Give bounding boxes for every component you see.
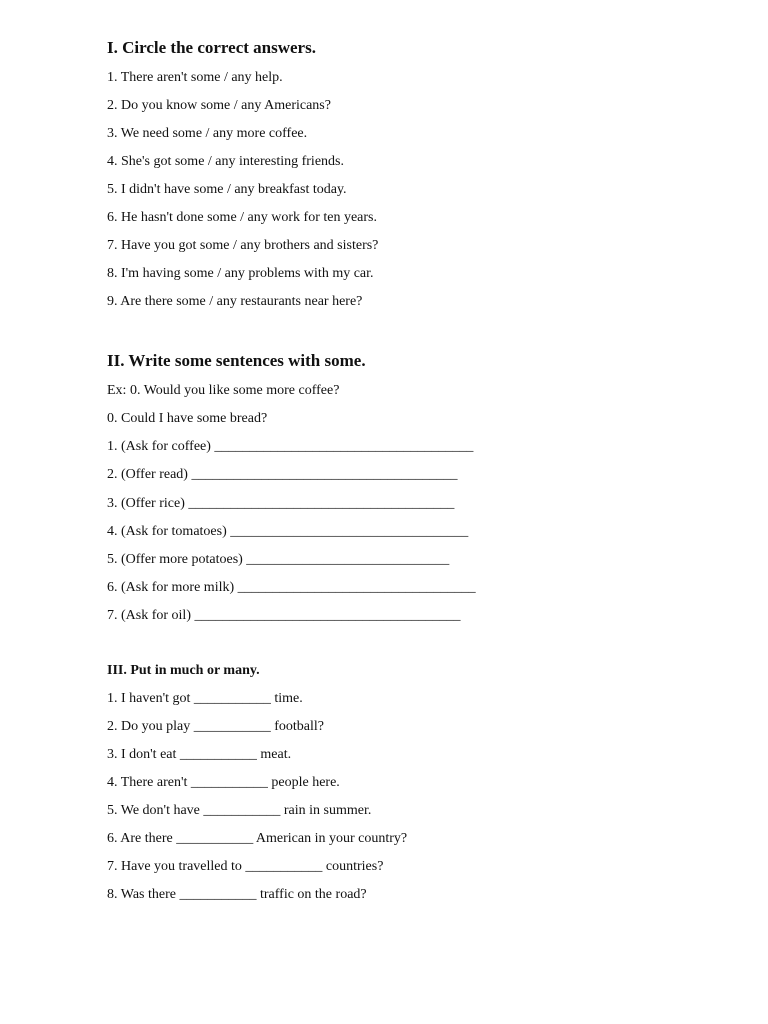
section-1-item: 3. We need some / any more coffee. [107, 126, 308, 141]
section-2-item: 5. (Offer more potatoes) _____________________________ [107, 552, 450, 567]
section-3-item: 4. There aren't ___________ people here. [107, 775, 340, 790]
section-3-item: 7. Have you travelled to ___________ countries? [107, 859, 384, 874]
section-3-item: 3. I don't eat ___________ meat. [107, 747, 292, 762]
section-3-item: 1. I haven't got ___________ time. [107, 691, 303, 706]
section-1-title: I. Circle the correct answers. [107, 38, 316, 57]
section-1-item: 2. Do you know some / any Americans? [107, 98, 331, 113]
section-1-item: 8. I'm having some / any problems with my car. [107, 266, 374, 281]
section-2-item: 7. (Ask for oil) ______________________________________ [107, 608, 461, 623]
section-3-item: 5. We don't have ___________ rain in summer. [107, 803, 372, 818]
section-2-title: II. Write some sentences with some. [107, 351, 366, 370]
section-2-example-answer: 0. Could I have some bread? [107, 411, 268, 426]
section-1-item: 5. I didn't have some / any breakfast today. [107, 182, 347, 197]
section-1-item: 4. She's got some / any interesting friends. [107, 154, 344, 169]
section-2-item: 1. (Ask for coffee) _____________________________________ [107, 439, 474, 454]
section-1-item: 1. There aren't some / any help. [107, 70, 283, 85]
section-2-item: 4. (Ask for tomatoes) __________________________________ [107, 524, 469, 539]
section-2-item: 2. (Offer read) ______________________________________ [107, 467, 458, 482]
section-3-title: III. Put in much or many. [107, 663, 260, 678]
section-1-item: 9. Are there some / any restaurants near here? [107, 294, 363, 309]
section-1-item: 7. Have you got some / any brothers and sisters? [107, 238, 379, 253]
section-3-item: 2. Do you play ___________ football? [107, 719, 324, 734]
section-2-example: Ex: 0. Would you like some more coffee? [107, 383, 340, 398]
section-3-item: 6. Are there ___________ American in your country? [107, 831, 408, 846]
section-2-item: 6. (Ask for more milk) __________________________________ [107, 580, 476, 595]
section-1-item: 6. He hasn't done some / any work for ten years. [107, 210, 378, 225]
section-2-item: 3. (Offer rice) ______________________________________ [107, 496, 455, 511]
section-3-item: 8. Was there ___________ traffic on the road? [107, 887, 367, 902]
